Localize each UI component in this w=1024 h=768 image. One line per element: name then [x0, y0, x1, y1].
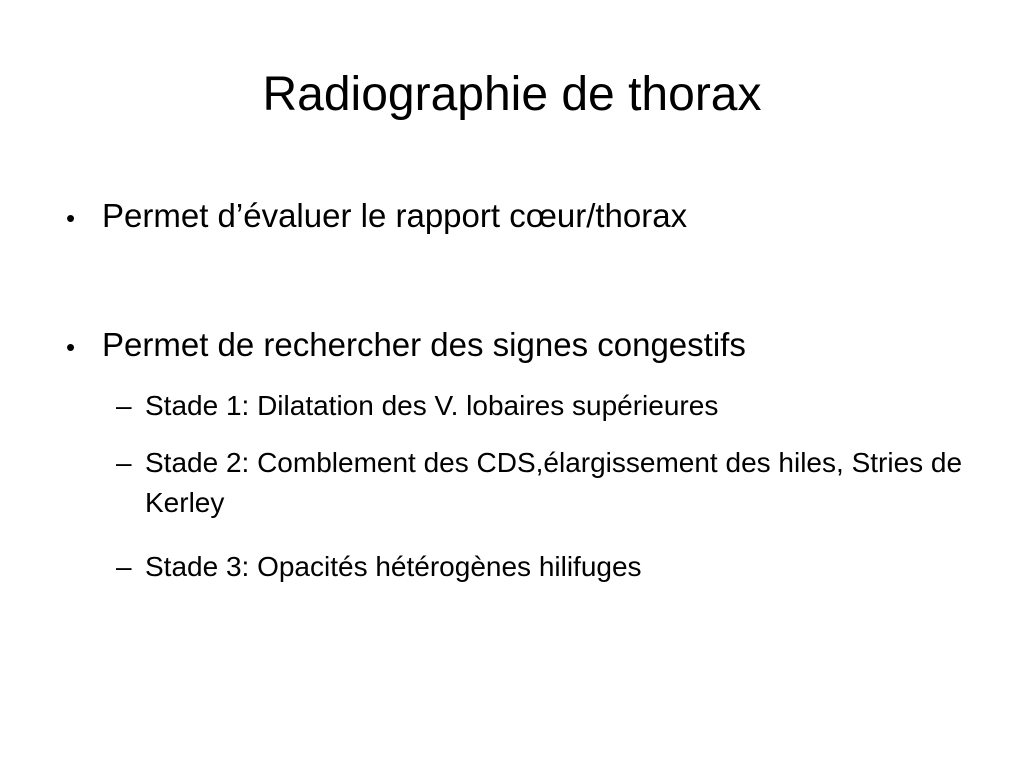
bullet-marker: • — [66, 203, 76, 233]
sub-bullet-text: Stade 2: Comblement des CDS,élargissement des hiles, Stries de Kerley — [145, 447, 963, 518]
dash-marker: – — [116, 447, 132, 478]
bullet-item — [66, 196, 687, 238]
bullet-marker: • — [66, 332, 76, 362]
sub-bullet-item — [116, 386, 976, 426]
bullet-text: Permet d’évaluer le rapport cœur/thorax — [102, 197, 688, 234]
bullet-text: Permet de rechercher des signes congestifs — [102, 326, 746, 363]
dash-marker: – — [116, 390, 132, 421]
sub-bullet-text: Stade 1: Dilatation des V. lobaires supérieures — [145, 390, 719, 421]
bullet-item — [66, 325, 746, 367]
slide-title: Radiographie de thorax — [262, 68, 762, 121]
sub-bullet-item — [116, 443, 976, 523]
sub-bullet-item — [116, 547, 976, 587]
sub-bullet-text: Stade 3: Opacités hétérogènes hilifuges — [145, 551, 642, 582]
dash-marker: – — [116, 551, 132, 582]
